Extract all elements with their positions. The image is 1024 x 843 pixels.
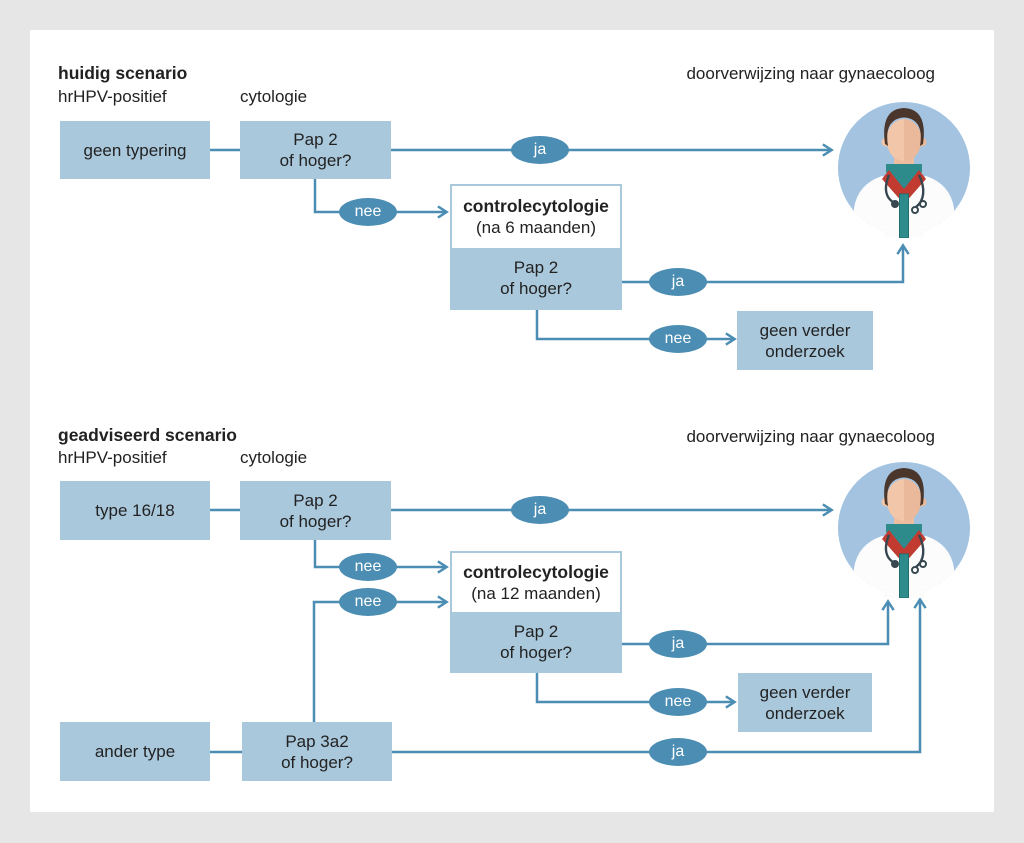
s2-arrow-nee2-to-control xyxy=(314,602,446,722)
s2-referral-label: doorverwijzing naar gynaecoloog xyxy=(686,427,935,446)
s2-control-subtitle: (na 12 maanden) xyxy=(471,583,601,603)
s1-control-title: controlecytologie xyxy=(463,196,609,216)
s2-nee2-oval: nee xyxy=(339,588,397,616)
s1-typing-box-label: geen typering xyxy=(83,140,187,160)
s2-ja-oval: ja xyxy=(511,496,569,524)
s2-ander-type-label: ander type xyxy=(94,742,176,761)
s2-pap-line1: Pap 2 xyxy=(293,490,338,510)
s2-control-pap xyxy=(452,612,620,671)
s2-control-pap-line1: Pap 2 xyxy=(513,621,559,641)
s2-title: geadviseerd scenario xyxy=(58,425,237,445)
s1-no-further-box xyxy=(737,311,873,370)
s2-no-further-box xyxy=(738,673,872,732)
s1-control-pap xyxy=(452,248,620,308)
doctor-avatar-icon xyxy=(838,102,970,238)
s2-ander-type-box xyxy=(60,722,210,781)
s1-control-ja-oval: ja xyxy=(649,268,707,296)
s2-hrhpv-label: hrHPV-positief xyxy=(58,448,167,467)
s1-control-subtitle: (na 6 maanden) xyxy=(475,218,597,237)
s2-control-header xyxy=(452,553,620,612)
s2-control-pap-line2: of hoger? xyxy=(500,642,572,662)
s1-typing-box xyxy=(60,121,210,179)
doctor-avatar-icon xyxy=(838,462,970,598)
s2-control-nee-oval: nee xyxy=(649,688,707,716)
s2-pap3a2-line2: of hoger? xyxy=(281,752,353,772)
s1-no-further-line1: geen verder xyxy=(759,320,851,340)
s1-referral-label: doorverwijzing naar gynaecoloog xyxy=(686,64,935,83)
s1-control-box xyxy=(450,184,622,310)
s1-control-header xyxy=(452,186,620,248)
s1-title: huidig scenario xyxy=(58,63,188,83)
s2-control-ja-oval: ja xyxy=(649,630,707,658)
s2-no-further-line1: geen verder xyxy=(759,682,851,702)
s2-no-further-line2: onderzoek xyxy=(765,703,845,723)
s1-nee-oval: nee xyxy=(339,198,397,226)
s2-type1618-box xyxy=(60,481,210,540)
s1-control-nee-oval: nee xyxy=(649,325,707,353)
s2-pap3a2-ja-oval: ja xyxy=(649,738,707,766)
s1-pap-line1: Pap 2 xyxy=(293,130,338,149)
s2-control-title: controlecytologie xyxy=(463,561,609,582)
s1-control-pap-line2: of hoger? xyxy=(500,279,572,298)
s2-type1618-label: type 16/18 xyxy=(95,501,175,520)
s1-pap-box xyxy=(240,121,391,179)
s1-cytologie-label: cytologie xyxy=(240,87,308,106)
s2-nee1-oval: nee xyxy=(339,553,397,581)
s1-hrhpv-label: hrHPV-positief xyxy=(58,87,167,106)
s2-pap-line2: of hoger? xyxy=(279,511,352,531)
s1-no-further-line2: onderzoek xyxy=(765,341,845,361)
s2-pap-box xyxy=(240,481,391,540)
s2-pap3a2-box xyxy=(242,722,392,781)
s1-control-pap-line1: Pap 2 xyxy=(513,258,559,277)
s2-pap3a2-line1: Pap 3a2 xyxy=(285,731,349,751)
s1-pap-line2: of hoger? xyxy=(279,151,352,170)
s2-control-box xyxy=(450,551,622,673)
s1-ja-oval: ja xyxy=(511,136,569,164)
s2-cytologie-label: cytologie xyxy=(240,448,308,467)
